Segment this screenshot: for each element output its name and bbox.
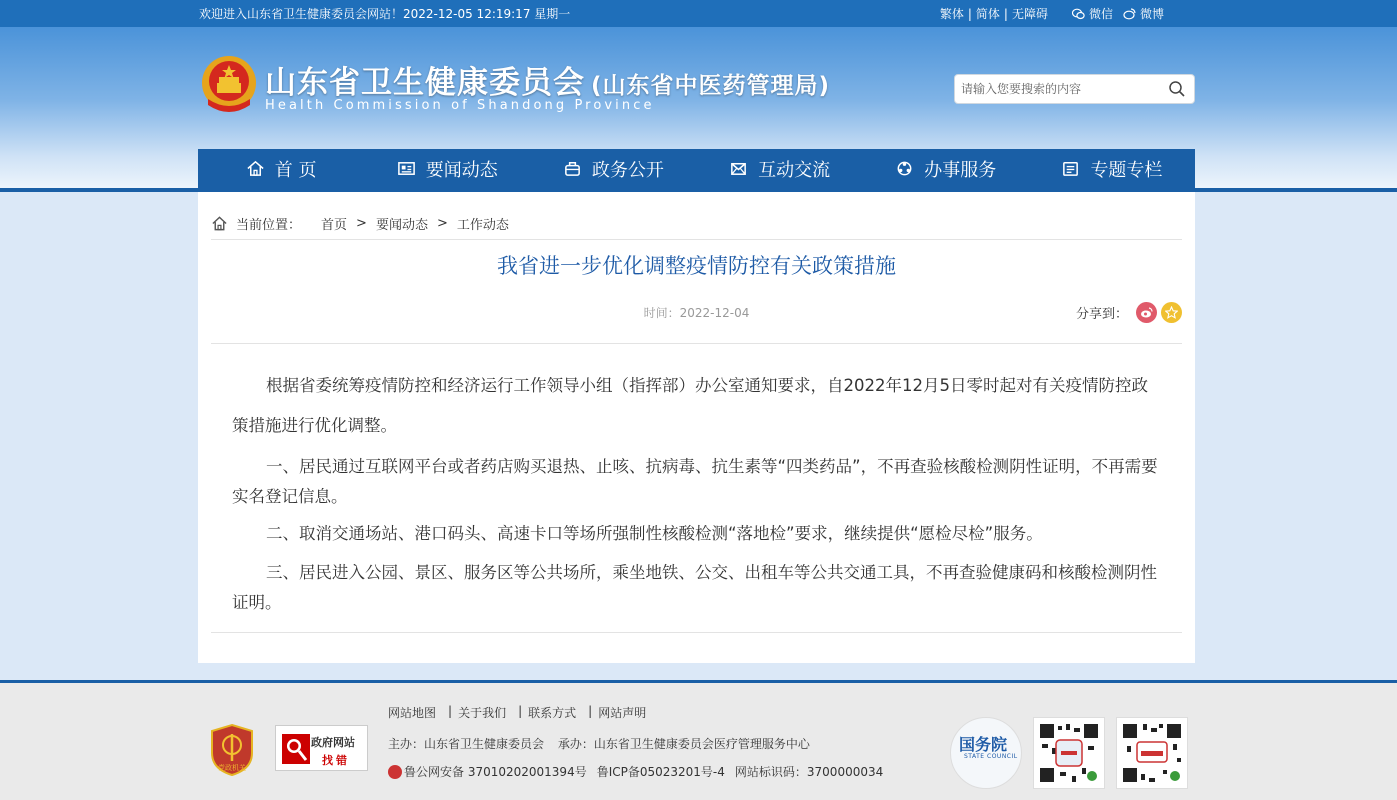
search-input[interactable] — [961, 79, 1161, 99]
nav-item-news[interactable] — [364, 149, 530, 188]
top-bar — [0, 0, 1397, 27]
breadcrumb-label: 当前位置： — [236, 218, 302, 233]
nav-item-label: 首 页 — [274, 159, 317, 181]
site-title-main: 山东省卫生健康委员会 — [265, 65, 585, 101]
magnifier-icon — [282, 734, 310, 764]
icp-link[interactable]: 鲁ICP备05023201号-4 — [596, 765, 725, 779]
footer-record-info — [388, 763, 893, 780]
separator: | — [518, 704, 523, 718]
site-id-text: 网站标识码：3700000034 — [734, 765, 884, 779]
qr-code-state-council — [1033, 717, 1105, 789]
national-emblem-icon[interactable] — [200, 53, 258, 115]
footer-link-about[interactable]: 关于我们 — [458, 706, 507, 720]
site-title-sub: (山东省中医药管理局) — [591, 73, 831, 99]
article-paragraph: 根据省委统筹疫情防控和经济运行工作领导小组（指挥部）办公室通知要求，自2022年12月5日零时起对有关疫情防控政策措施进行优化调整。 — [232, 376, 1148, 435]
breadcrumb-separator: > — [436, 216, 448, 231]
divider — [211, 343, 1182, 344]
home-icon — [211, 215, 228, 232]
nav-item-label: 专题专栏 — [1090, 159, 1163, 181]
article-paragraph: 一、居民通过互联网平台或者药店购买退热、止咳、抗病毒、抗生素等“四类药品”，不再查验核酸检测阴性证明，不再需要实名登记信息。 — [232, 457, 1158, 506]
search-icon[interactable] — [1168, 80, 1186, 98]
badge-party-text: 党政机关 — [218, 764, 246, 772]
column-icon — [1061, 159, 1080, 178]
nav-item-label: 要闻动态 — [425, 159, 498, 181]
separator: | — [588, 704, 593, 718]
welcome-text: 欢迎进入山东省卫生健康委员会网站！2022-12-05 12:19:17 星期一 — [199, 7, 571, 21]
host-text: 主办：山东省卫生健康委员会 — [388, 737, 545, 751]
nav-item-label: 政务公开 — [591, 159, 664, 181]
party-government-badge-icon[interactable] — [208, 723, 256, 777]
footer-link-statement[interactable]: 网站声明 — [598, 706, 647, 720]
article-paragraph: 二、取消交通场站、港口码头、高速卡口等场所强制性核酸检测“落地检”要求，继续提供“愿检尽检”服务。 — [266, 524, 1043, 543]
site-title-english: Health Commission of Shandong Province — [265, 98, 655, 113]
main-nav — [198, 149, 1195, 188]
article-date: 时间：2022-12-04 — [643, 306, 750, 320]
traditional-chinese-link[interactable]: 繁体 — [939, 7, 964, 21]
share-bar — [1076, 302, 1182, 323]
footer-link-contact[interactable]: 联系方式 — [528, 706, 577, 720]
nav-item-special-topics[interactable] — [1029, 149, 1195, 188]
state-council-logo[interactable] — [950, 717, 1022, 789]
separator: | — [1003, 6, 1008, 21]
breadcrumb-separator: > — [356, 216, 367, 231]
breadcrumb-news-link[interactable]: 要闻动态 — [375, 218, 428, 233]
social-links — [1072, 5, 1164, 22]
divider — [211, 632, 1182, 633]
building-icon — [563, 159, 582, 178]
mail-icon — [729, 159, 748, 178]
news-icon — [397, 159, 416, 178]
qr-code-shandong — [1116, 717, 1188, 789]
home-icon — [246, 159, 265, 178]
divider — [211, 239, 1182, 240]
police-badge-icon — [388, 765, 402, 779]
site-footer — [0, 683, 1397, 800]
article-container — [198, 192, 1195, 663]
wechat-icon — [1072, 8, 1085, 20]
breadcrumb-work-news-link[interactable]: 工作动态 — [456, 218, 509, 233]
share-favorite-icon[interactable] — [1161, 302, 1182, 323]
breadcrumb — [211, 214, 509, 233]
search-box — [954, 74, 1195, 104]
share-label: 分享到： — [1076, 307, 1129, 322]
footer-host-info — [388, 735, 820, 752]
nav-item-interaction[interactable] — [697, 149, 863, 188]
wechat-link[interactable]: 微信 — [1088, 7, 1113, 21]
separator: | — [967, 6, 972, 21]
service-icon — [895, 159, 914, 178]
qr-code-icon — [1034, 718, 1104, 788]
weibo-icon — [1123, 8, 1136, 20]
simplified-chinese-link[interactable]: 简体 — [975, 7, 1000, 21]
top-bar-links — [940, 5, 1164, 22]
site-title[interactable] — [265, 57, 830, 102]
weibo-link[interactable]: 微博 — [1139, 7, 1164, 21]
accessibility-link[interactable]: 无障碍 — [1011, 7, 1048, 21]
qr-code-icon — [1117, 718, 1187, 788]
breadcrumb-home-link[interactable]: 首页 — [321, 218, 348, 233]
nav-item-services[interactable] — [863, 149, 1029, 188]
footer-links — [388, 704, 658, 721]
article-title: 我省进一步优化调整疫情防控有关政策措施 — [497, 254, 896, 278]
gov-site-error-report-badge[interactable] — [275, 725, 368, 771]
undertake-text: 承办：山东省卫生健康委员会医疗管理服务中心 — [557, 737, 810, 751]
police-record-link[interactable]: 鲁公网安备 37010202001394号 — [404, 765, 587, 779]
footer-link-sitemap[interactable]: 网站地图 — [388, 706, 437, 720]
jiucuo-line1: 政府网站 — [311, 736, 355, 749]
article-paragraph: 三、居民进入公园、景区、服务区等公共场所，乘坐地铁、公交、出租车等公共交通工具，不再查验健康码和核酸检测阴性证明。 — [232, 563, 1157, 612]
separator: | — [448, 704, 453, 718]
nav-item-gov-affairs[interactable] — [530, 149, 696, 188]
nav-item-label: 办事服务 — [924, 159, 997, 181]
nav-item-home[interactable] — [198, 149, 364, 188]
share-weibo-icon[interactable] — [1136, 302, 1157, 323]
nav-item-label: 互动交流 — [758, 159, 831, 181]
state-council-en: STATE COUNCIL — [964, 753, 1018, 760]
state-council-cn: 国务院 — [959, 735, 1008, 754]
jiucuo-line2: 找错 — [322, 754, 350, 767]
